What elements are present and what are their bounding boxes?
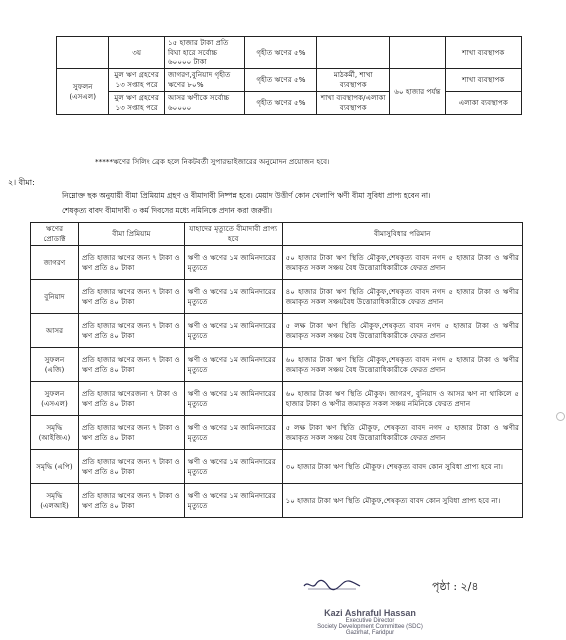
eligible-cell: ঋণী ও ঋণের ১ম জামিনদারের মৃত্যুতে [184,450,282,484]
product-cell: সুফলন (এসএল) [31,382,79,416]
official-stamp [300,608,440,636]
table-row [57,69,522,92]
service-charge-cell: গৃহীত ঋণের ৫% [245,37,317,69]
product-cell: সমৃদ্ধি (আইজিএ) [31,416,79,450]
eligible-cell: ঋণী ও ঋণের ১ম জামিনদারের মৃত্যুতে [184,348,282,382]
eligible-cell: ঋণী ও ঋণের ১ম জামিনদারের মৃত্যুতে [184,314,282,348]
section-heading [8,177,35,190]
premium-cell: প্রতি হাজার ঋণের জন্য ৭ টাকা ও ঋণ প্রতি ৪০ টাকা [78,484,184,518]
benefit-cell: ৪০ হাজার টাকা ঋণ স্থিতি মৌকুফ,শেষকৃত্য বাবদ নগদ ৫ হাজার টাকা ও ঋণীর জমাকৃত সকল সঞ্চয়বৈধ উত্তোরাধিকারীকে ফেরত প্রদান [282,280,522,314]
signature-scribble [302,578,362,592]
eligible-cell: ঋণী ও ঋণের ১ম জামিনদারের মৃত্যুতে [184,382,282,416]
ceiling-note: *****ঋণের সিলিং ব্রেক হলে নিকটবর্তী সুপারভাইজারের অনুমোদন প্রয়োজন হবে। [95,157,330,166]
table-row [31,280,523,314]
benefit-cell: ৩০ হাজার টাকা ঋণ স্থিতি মৌকুফ। শেষকৃত্য বাবদ কোন সুবিধা প্রাপ্য হবে না। [282,450,522,484]
column-header: বীমা প্রিমিয়াম [78,223,184,246]
product-cell: সুফলন (এসএল) [57,69,109,115]
benefit-cell: ৫ লক্ষ টাকা ঋণ স্থিতি মৌকুফ,শেষকৃত্য বাবদ নগদ ৫ হাজার টাকা ও ঋণীর জমাকৃত সকল সঞ্চয় বৈধ উত্তোরাধিকারীকে ফেরত প্রদান [282,314,522,348]
benefit-cell: ৬০ হাজার টাকা ঋণ স্থিতি মৌকুফ,শেষকৃত্য বাবদ নগদ ৫ হাজার টাকা ও ঋণীর জমাকৃত সকল সঞ্চয় বৈধ উত্তোরাধিকারীকে ফেরত প্রদান [282,348,522,382]
premium-cell: প্রতি হাজার ঋণেরজন্য ৭ টাকা ও ঋণ প্রতি ৪০ টাকা [78,382,184,416]
premium-cell: প্রতি হাজার ঋণের জন্য ৭ টাকা ও ঋণ প্রতি ৪০ টাকা [78,416,184,450]
grace-cell: মুল ঋণ গ্রহণের ১৩ সপ্তাহ পরে [109,92,165,115]
column-header: যাহাদের মৃত্যুতে বীমাদাবী প্রাপ্য হবে [184,223,282,246]
insurance-paragraph-2: শেষকৃত্য বাবদ বীমাদাবী ৩ কর্ম দিবসের মধ্যে নমিনিকে প্রদান করা জরুরী। [62,206,272,215]
insurance-table [30,222,523,518]
premium-cell: প্রতি হাজার ঋণের জন্য ৭ টাকা ও ঋণ প্রতি ৪০ টাকা [78,348,184,382]
product-cell: বুনিয়াদ [31,280,79,314]
ceiling-cell: আসর ঋণীকে সর্বোচ্চ ৬০০০০ [164,92,244,115]
product-cell [57,37,109,69]
benefit-cell: ৬০ হাজার টাকা ঋণ স্থিতি মৌকুফ। জাগরণ, বুনিয়াদ ও আসর ঋণ না থাকিলে ৫ হাজার টাকা ও ঋণীর জমাকৃত সকল সঞ্চয় নমিনিকে ফেরত প্রদান [282,382,522,416]
insurance-paragraph-1: নিম্নোক্ত ছক অনুযায়ী বীমা প্রিমিয়াম গ্রহণ ও বীমাদাবী নিষ্পন্ন হবে। মেয়াদ উত্তীর্ণ কোন খেলাপি ঋণী বীমা সুবিধা প্রাপ্য হবেন না। [62,191,431,200]
eligible-cell: ঋণী ও ঋণের ১ম জামিনদারের মৃত্যুতে [184,484,282,518]
premium-cell: প্রতি হাজার ঋণের জন্য ৭ টাকা ও ঋণ প্রতি ৪০ টাকা [78,280,184,314]
table-row [31,348,523,382]
manager-cell: শাখা ব্যবস্থাপক [445,69,521,92]
service-charge-cell: গৃহীত ঋণের ৫% [245,69,317,92]
service-charge-cell: গৃহীত ঋণের ৫% [245,92,317,115]
manager-cell: এলাকা ব্যবস্থাপক [445,92,521,115]
table-row [31,484,523,518]
table-row [31,450,523,484]
ceiling-cell: জাগরণ,বুনিয়াদ গৃহীত ঋণের ৮০% [164,69,244,92]
product-cell: আসর [31,314,79,348]
grace-cell: মুল ঋণ গ্রহণের ১৩ সপ্তাহ পরে [109,69,165,92]
stamp-name: Kazi Ashraful Hassan [324,608,416,618]
premium-cell: প্রতি হাজার ঋণের জন্য ৭ টাকা ও ঋণ প্রতি ৪০ টাকা [78,246,184,280]
section-number: ২। [8,178,17,187]
column-header: ঋণের প্রোডাক্ট [31,223,79,246]
benefit-cell: ৫০ হাজার টাকা ঋণ স্থিতি মৌকুফ,শেষকৃত্য বাবদ নগদ ৫ হাজার টাকা ও ঋণীর জমাকৃত সকল সঞ্চয় বৈধ উত্তোরাধিকারীকে ফেরত প্রদান [282,246,522,280]
table-row [31,416,523,450]
approver-cell [317,37,390,69]
section-title: বীমা: [18,178,35,187]
table-row [31,382,523,416]
table-row [31,314,523,348]
approver-cell: শাখা ব্যবস্থাপক/এলাকা ব্যবস্থাপক [317,92,390,115]
product-cell: সমৃদ্ধি (এপি) [31,450,79,484]
table-row [31,246,523,280]
eligible-cell: ঋণী ও ঋণের ১ম জামিনদারের মৃত্যুতে [184,280,282,314]
premium-cell: প্রতি হাজার ঋণের জন্য ৭ টাকা ও ঋণ প্রতি ৪০ টাকা [78,450,184,484]
benefit-cell: ১০ হাজার টাকা ঋণ স্থিতি মৌকুফ,শেষকৃত্য বাবদ কোন সুবিধা প্রাপ্য হবে না। [282,484,522,518]
stamp-place: Gazirhat, Faridpur [345,630,395,636]
product-cell: জাগরণ [31,246,79,280]
eligible-cell: ঋণী ও ঋণের ১ম জামিনদারের মৃত্যুতে [184,246,282,280]
table-header-row [31,223,523,246]
manager-cell: শাখা ব্যবস্থাপক [445,37,521,69]
product-cell: সুফলন (এজি) [31,348,79,382]
loan-table [56,36,522,115]
limit-cell: ৬০ হাজার পর্যন্ত [390,69,445,115]
stamp-title: Executive Director [345,618,395,624]
ceiling-cell: ১৫ হাজার টাকা প্রতি বিঘা হারে সর্বোচ্চ ৬০০০০ টাকা [164,37,244,69]
column-header: বীমাসুবিধার পরিমান [282,223,522,246]
approver-cell: মাঠকর্মী, শাখা ব্যবস্থাপক [317,69,390,92]
grace-cell: ৩য় [109,37,165,69]
punch-hole [556,412,565,421]
benefit-cell: ৫ লক্ষ টাকা ঋণ স্থিতি মৌকুফ, শেষকৃত্য বাবদ নগদ ৫ হাজার টাকা ও ঋণীর জমাকৃত সকল সঞ্চয় বৈধ উত্তোরাধিকারীকে ফেরত প্রদান [282,416,522,450]
stamp-org: Society Development Committee (SDC) [317,624,423,630]
premium-cell: প্রতি হাজার ঋণের জন্য ৭ টাকা ও ঋণ প্রতি ৪০ টাকা [78,314,184,348]
page-number: পৃষ্ঠা : ২/৪ [432,580,479,593]
table-row [57,37,522,69]
eligible-cell: ঋণী ও ঋণের ১ম জামিনদারের মৃত্যুতে [184,416,282,450]
table-row [57,92,522,115]
limit-cell [390,37,445,69]
product-cell: সমৃদ্ধি (এলআই) [31,484,79,518]
